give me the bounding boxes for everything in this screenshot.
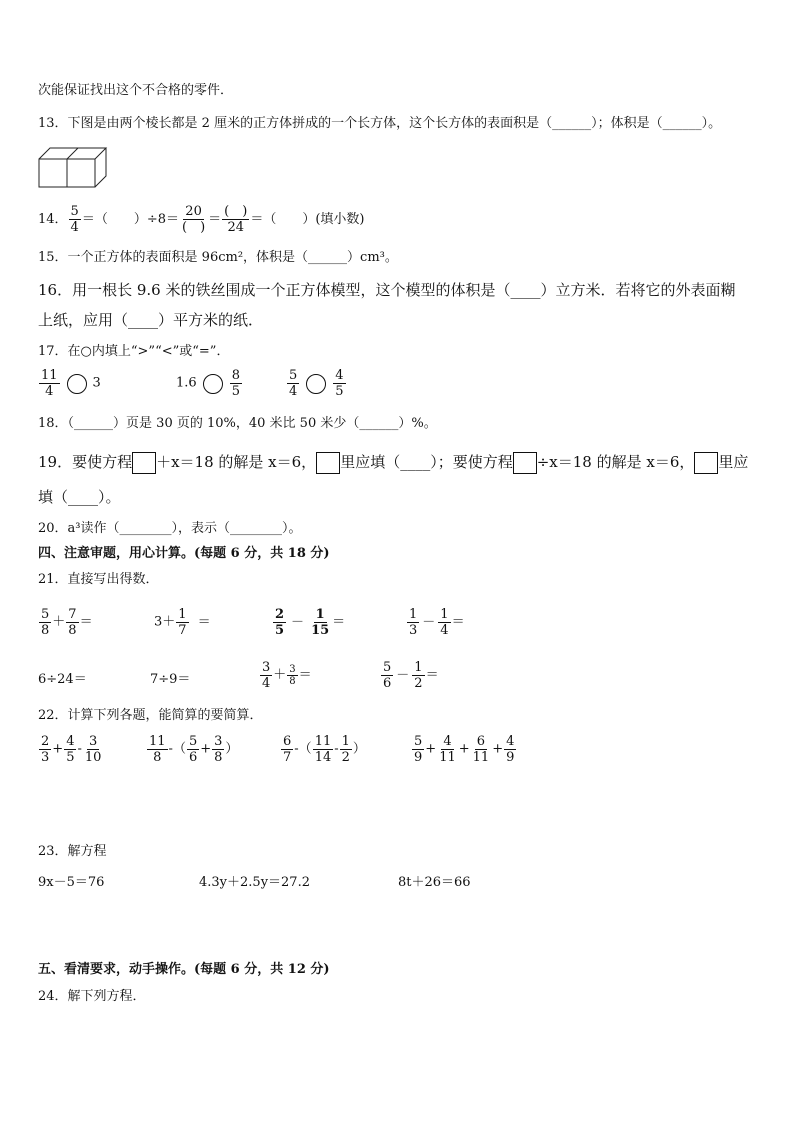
calc-21-7: $\frac{3}{4}$ ＋ $\frac{3}{8}$ ＝ — [262, 660, 312, 691]
question-22: 22．计算下列各题，能简算的要简算． — [38, 708, 263, 723]
question-16-line1: 16．用一根长 9.6 米的铁丝围成一个正方体模型，这个模型的体积是（____）立方米．若将它的外表面糊 — [38, 281, 736, 299]
compare-circle[interactable] — [306, 374, 326, 394]
calc-21-8: $\frac{5}{6}$ － $\frac{1}{2}$ ＝ — [383, 660, 439, 691]
calc-21-3: $\frac{2}{5}$ － $\frac{1}{15}$ ＝ — [275, 607, 346, 638]
question-21: 21．直接写出得数． — [38, 572, 159, 587]
calc-21-6: 7÷9＝ — [150, 672, 191, 687]
compare-item-3: $\frac{5}{4}$ $\frac{4}{5}$ — [289, 368, 344, 399]
compare-circle[interactable] — [203, 374, 223, 394]
answer-box[interactable] — [316, 452, 340, 474]
calc-22-3: $\frac{6}{7}$ -（ $\frac{11}{14}$ - $\frac{1}{2}$ ） — [283, 734, 366, 765]
calc-21-2: 3＋ $\frac{1}{7}$ ＝ — [154, 607, 211, 638]
question-24: 24．解下列方程． — [38, 989, 146, 1004]
compare-item-2: 1.6 $\frac{8}{5}$ — [176, 368, 240, 399]
compare-circle[interactable] — [67, 374, 87, 394]
equation-23-1: 9x－5＝76 — [38, 875, 105, 890]
calc-21-5: 6÷24＝ — [38, 672, 87, 687]
calc-21-1: $\frac{5}{8}$ ＋ $\frac{7}{8}$ ＝ — [41, 607, 93, 638]
equation-23-2: 4.3y＋2.5y＝27.2 — [199, 875, 310, 890]
question-17: 17．在○内填上“>”“<”或“=”． — [38, 344, 230, 359]
equation-23-3: 8t＋26＝66 — [398, 875, 471, 890]
compare-item-1: $\frac{11}{4}$ 3 — [41, 368, 101, 399]
question-15: 15．一个正方体的表面积是 96cm²，体积是（______）cm³。 — [38, 250, 398, 265]
question-20: 20．a³读作（________），表示（________）。 — [38, 521, 302, 536]
question-23: 23．解方程 — [38, 844, 107, 859]
question-13: 13．下图是由两个棱长都是 2 厘米的正方体拼成的一个长方体，这个长方体的表面积是（______）；体积是（______）。 — [38, 116, 722, 131]
calc-22-2: $\frac{11}{8}$ -（ $\frac{5}{6}$ + $\frac{3}{8}$ ） — [149, 734, 239, 765]
calc-22-4: $\frac{5}{9}$ + $\frac{4}{11}$ + $\frac{6}{11}$ + $\frac{4}{9}$ — [414, 734, 515, 765]
answer-box[interactable] — [513, 452, 537, 474]
question-18: 18．（______）页是 30 页的 10%，40 米比 50 米少（______）%。 — [38, 416, 437, 431]
question-19-line1: 19．要使方程 ＋x＝18 的解是 x＝6， 里应填（____）；要使方程 ÷x＝18 的解是 x＝6， 里应 — [38, 450, 748, 474]
section-4-title: 四、注意审题，用心计算。(每题 6 分，共 18 分) — [38, 546, 330, 561]
question-16-line2: 上纸，应用（____）平方米的纸． — [38, 311, 264, 329]
calc-22-1: $\frac{2}{3}$ + $\frac{4}{5}$ - $\frac{3}{10}$ — [41, 734, 102, 765]
answer-box[interactable] — [132, 452, 156, 474]
section-5-title: 五、看清要求，动手操作。(每题 6 分，共 12 分) — [38, 962, 330, 977]
cuboid-figure — [38, 147, 108, 191]
calc-21-4: $\frac{1}{3}$ － $\frac{1}{4}$ ＝ — [409, 607, 465, 638]
question-14: 14． $\frac{5}{4}$ ＝（ ）÷8＝ $\frac{20}{( )}$ ＝ $\frac{( )}{24}$ ＝（ ）(填小数) — [38, 204, 365, 235]
answer-box[interactable] — [694, 452, 718, 474]
carryover-line: 次能保证找出这个不合格的零件． — [38, 83, 234, 98]
question-19-line2: 填（____）。 — [38, 488, 121, 506]
